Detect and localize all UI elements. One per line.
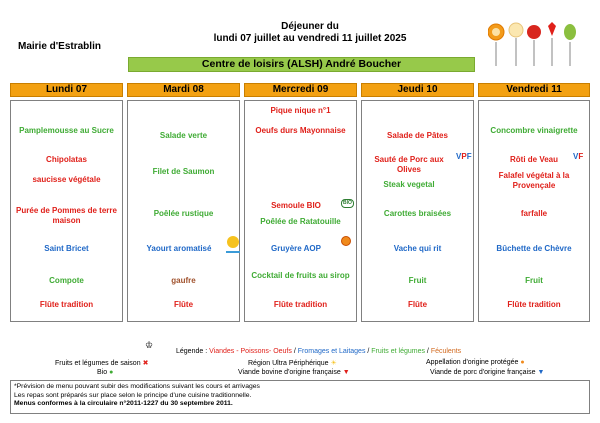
legend-vbf-text: Viande bovine d'origine française <box>238 369 341 376</box>
chef-hat-icon: ♔ <box>145 340 154 350</box>
dish: Oeufs durs Mayonnaise <box>255 126 346 135</box>
fork-fruit-icon <box>488 20 580 68</box>
aop-icon <box>341 236 351 246</box>
legend-rup-text: Région Ultra Périphérique <box>248 360 329 367</box>
dish: saucisse végétale <box>32 175 101 184</box>
title-line2: lundi 07 juillet au vendredi 11 juillet 2025 <box>213 33 407 44</box>
dish: Cocktail de fruits au sirop <box>251 271 350 280</box>
note-line1: *Prévision de menu pouvant subir des modifications suivant les cours et arrivages <box>14 383 260 390</box>
legend: Légende : Viandes - Poissons- Oeufs / Fromages et Laitages / Fruits et légumes / Féculents <box>176 348 462 355</box>
legend-bio <box>97 369 113 376</box>
legend-vbf <box>238 369 350 376</box>
dish: Flûte tradition <box>273 300 328 309</box>
dish: Flûte <box>173 300 194 309</box>
dish: Purée de Pommes de terre maison <box>16 206 117 225</box>
dish: Flûte tradition <box>39 300 94 309</box>
dish: Rôti de Veau <box>509 155 558 164</box>
rup-icon: ☀ <box>330 360 337 367</box>
legend-poissons: Poissons <box>240 348 269 355</box>
dish: Sauté de Porc aux Olives <box>374 155 444 174</box>
dish: Compote <box>49 276 84 285</box>
day-header-jeudi: Jeudi 10 <box>361 83 474 97</box>
vbf-icon: VF <box>573 152 584 161</box>
dish: Fruit <box>408 276 427 285</box>
dish: Bûchette de Chèvre <box>496 244 572 253</box>
bio-icon: BIO <box>341 199 354 208</box>
dish: Carottes braisées <box>383 209 452 218</box>
aop-legend-icon: ● <box>520 359 525 366</box>
dish: Filet de Saumon <box>152 167 215 176</box>
day-header-mardi: Mardi 08 <box>127 83 240 97</box>
legend-saison <box>55 359 148 367</box>
dish: Poêlée de Ratatouille <box>260 217 341 226</box>
legend-vpf-text: Viande de porc d'origine française <box>430 369 536 376</box>
sun-icon <box>227 236 239 248</box>
legend-label: Légende : <box>176 348 208 355</box>
vpf-icon: VPF <box>456 152 472 161</box>
venue-banner: Centre de loisirs (ALSH) André Boucher <box>128 57 475 72</box>
dish: Semoule BIO <box>271 201 321 210</box>
legend-viandes: Viandes <box>209 348 235 355</box>
dish: Flûte <box>407 300 428 309</box>
vbf-legend-icon: ▼ <box>342 369 350 376</box>
legend-vpf <box>430 369 544 376</box>
note-line2: Les repas sont préparés sur place selon le principe d'une cuisine traditionnelle. <box>14 391 252 399</box>
menu-title <box>160 21 460 45</box>
legend-oeufs: Oeufs <box>273 348 292 355</box>
notes-box <box>10 380 590 414</box>
dish: Saint Bricet <box>44 244 89 253</box>
dish: Pamplemousse au Sucre <box>19 126 114 135</box>
legend-aop <box>426 359 525 366</box>
legend-aop-text: Appellation d'origine protégée <box>426 359 519 366</box>
note-line3: Menus conformes à la circulaire n°2011-1227 du 30 septembre 2011. <box>14 400 233 407</box>
day-header-vendredi: Vendredi 11 <box>478 83 590 97</box>
dish: Chipolatas <box>46 155 87 164</box>
dish: gaufre <box>171 276 196 285</box>
day-header-lundi: Lundi 07 <box>10 83 123 97</box>
organization: Mairie d'Estrablin <box>18 41 101 52</box>
vpf-legend-icon: ▼ <box>537 369 545 376</box>
fruit-season-icon: ✖ <box>142 360 149 367</box>
dish: Fruit <box>525 276 543 285</box>
dish: Concombre vinaigrette <box>490 126 578 135</box>
dish: Falafel végétal à la Provençale <box>498 171 570 190</box>
legend-feculents: Féculents <box>430 348 462 355</box>
legend-bio-text: Bio <box>97 369 108 376</box>
dish: Vache qui rit <box>393 244 442 253</box>
dish: Poêlée rustique <box>153 209 214 218</box>
dish: Steak vegetal <box>383 180 435 189</box>
dish: Pique nique n°1 <box>270 106 331 115</box>
dish: Salade de Pâtes <box>387 131 448 140</box>
dish: Yaourt aromatisé <box>146 244 212 253</box>
dish: Gruyère AOP <box>271 244 321 253</box>
title-line1: Déjeuner du <box>281 21 339 32</box>
dish: Flûte tradition <box>507 300 561 309</box>
bio-legend-icon: ● <box>109 369 114 376</box>
dish: farfalle <box>520 209 548 218</box>
dish: Salade verte <box>159 131 208 140</box>
wave-icon <box>226 251 240 254</box>
legend-saison-text: Fruits et légumes de saison <box>55 360 141 367</box>
legend-fromages: Fromages et Laitages <box>297 348 366 355</box>
day-header-mercredi: Mercredi 09 <box>244 83 357 97</box>
legend-fruits: Fruits et légumes <box>371 348 425 355</box>
legend-rup <box>248 359 337 367</box>
